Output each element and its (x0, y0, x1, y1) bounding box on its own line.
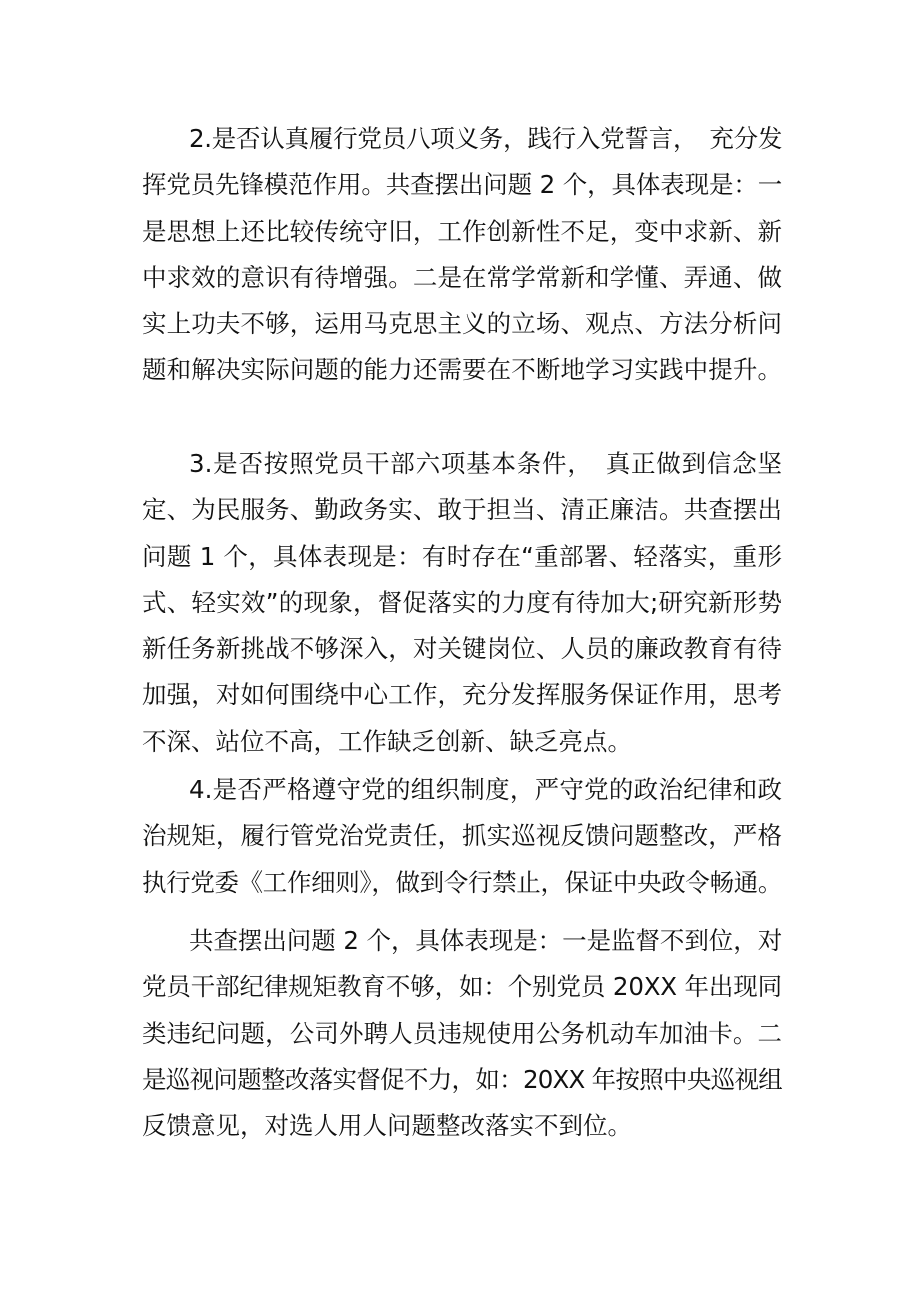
text-line: 执行党委《工作细则》，做到令行禁止，保证中央政令畅通。 (142, 867, 782, 897)
text-line: 题和解决实际问题的能力还需要在不断地学习实践中提升。 (142, 355, 782, 385)
paragraph-cadre-conditions (142, 441, 782, 765)
text-line: 治规矩，履行管党治党责任，抓实巡视反馈问题整改，严格 (142, 821, 782, 851)
text-line: 是巡视问题整改落实督促不力，如：20XX 年按照中央巡视组 (142, 1064, 782, 1094)
text-line: 3.是否按照党员干部六项基本条件， 真正做到信念坚 (189, 449, 782, 478)
text-line: 新任务新挑战不够深入，对关键岗位、人员的廉政教育有待 (142, 634, 782, 664)
text-line: 4.是否严格遵守党的组织制度，严守党的政治纪律和政 (189, 775, 782, 804)
text-line: 问题 1 个，具体表现是：有时存在“重部署、轻落实，重形 (142, 541, 782, 571)
text-line: 加强，对如何围绕中心工作，充分发挥服务保证作用，思考 (142, 680, 782, 710)
text-line: 共查摆出问题 2 个，具体表现是：一是监督不到位，对 (189, 926, 782, 955)
text-line: 党员干部纪律规矩教育不够，如：个别党员 20XX 年出现同 (142, 972, 782, 1002)
paragraph-party-duties (142, 116, 782, 394)
text-line: 式、轻实效”的现象，督促落实的力度有待加大;研究新形势 (142, 587, 782, 617)
text-line: 是思想上还比较传统守旧，工作创新性不足，变中求新、新 (142, 216, 782, 246)
paragraph-organization-system (142, 767, 782, 906)
text-line: 实上功夫不够，运用马克思主义的立场、观点、方法分析问 (142, 309, 782, 339)
text-line: 不深、站位不高，工作缺乏创新、缺乏亮点。 (142, 726, 632, 756)
text-line: 定、为民服务、勤政务实、敢于担当、清正廉洁。共查摆出 (142, 495, 782, 525)
text-line: 2.是否认真履行党员八项义务，践行入党誓言， 充分发 (189, 124, 782, 153)
text-line: 挥党员先锋模范作用。共查摆出问题 2 个，具体表现是：一 (142, 170, 782, 200)
text-line: 类违纪问题，公司外聘人员违规使用公务机动车加油卡。二 (142, 1018, 782, 1048)
text-line: 反馈意见，对选人用人问题整改落实不到位。 (142, 1111, 632, 1141)
paragraph-problems-found (142, 918, 782, 1149)
text-line: 中求效的意识有待增强。二是在常学常新和学懂、弄通、做 (142, 262, 782, 292)
